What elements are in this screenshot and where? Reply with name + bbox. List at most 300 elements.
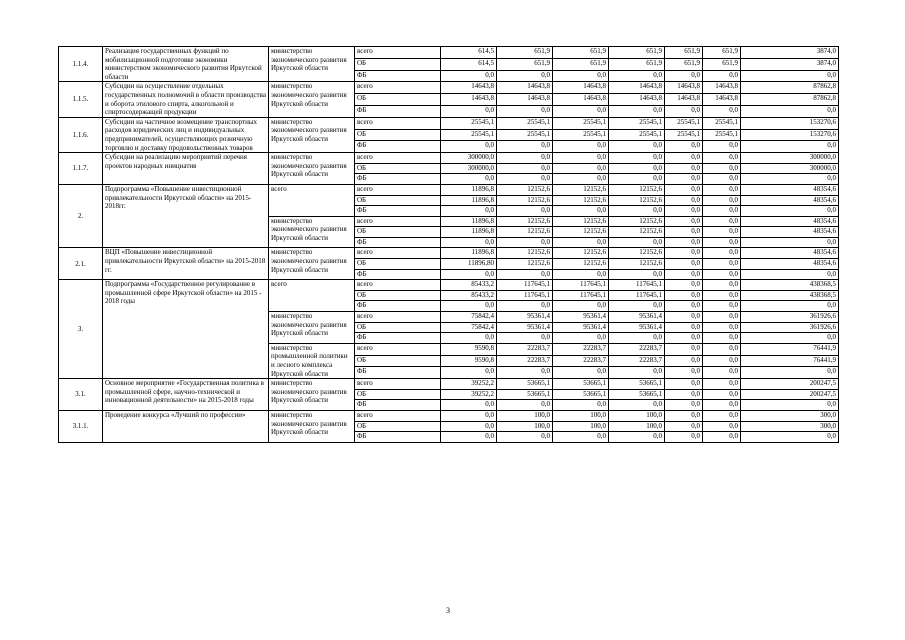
amount-cell: 14643,8 (497, 94, 553, 106)
amount-cell: 0,0 (609, 206, 665, 217)
amount-cell: 22283,7 (553, 355, 609, 367)
amount-cell: 14643,8 (703, 94, 741, 106)
total-cell: 48354,6 (741, 227, 839, 238)
amount-cell: 25545,1 (497, 129, 553, 141)
row-code: 2. (59, 184, 103, 248)
amount-cell: 0,0 (609, 163, 665, 174)
amount-cell: 53665,1 (609, 379, 665, 390)
amount-cell: 0,0 (609, 153, 665, 164)
funding-source: ОБ (355, 290, 441, 301)
amount-cell: 0,0 (553, 237, 609, 248)
amount-cell: 12152,6 (497, 216, 553, 227)
amount-cell: 0,0 (665, 174, 703, 185)
row-executor: всего (269, 184, 355, 216)
total-cell: 0,0 (741, 237, 839, 248)
amount-cell: 0,0 (497, 269, 553, 280)
row-executor: министерство экономического развития Иркутской области (269, 82, 355, 117)
funding-source: ФБ (355, 301, 441, 312)
table-row (59, 280, 839, 291)
amount-cell: 0,0 (703, 216, 741, 227)
row-executor: министерство экономического развития Иркутской области (269, 216, 355, 248)
table-row (59, 82, 839, 94)
amount-cell: 0,0 (609, 333, 665, 344)
amount-cell: 0,0 (553, 400, 609, 411)
row-name: Основное мероприятие «Государственная политика в промышленной сфере, научно-технической и инновационной деятельности» на 2015-2018 годы (103, 379, 269, 411)
funding-source: всего (355, 153, 441, 164)
amount-cell: 651,9 (553, 58, 609, 70)
amount-cell: 14643,8 (497, 82, 553, 94)
amount-cell: 0,0 (703, 301, 741, 312)
amount-cell: 11896,8 (441, 248, 497, 259)
total-cell: 0,0 (741, 432, 839, 443)
amount-cell: 0,0 (553, 105, 609, 117)
amount-cell: 0,0 (497, 206, 553, 217)
funding-source: ФБ (355, 237, 441, 248)
amount-cell: 300000,0 (441, 163, 497, 174)
total-cell: 0,0 (741, 105, 839, 117)
amount-cell: 0,0 (665, 269, 703, 280)
amount-cell: 11896,8 (441, 227, 497, 238)
amount-cell: 12152,6 (497, 184, 553, 195)
total-cell: 0,0 (741, 301, 839, 312)
amount-cell: 25545,1 (609, 117, 665, 129)
amount-cell: 0,0 (441, 70, 497, 82)
funding-source: всего (355, 343, 441, 355)
amount-cell: 12152,6 (497, 195, 553, 206)
amount-cell: 0,0 (665, 184, 703, 195)
table-row (59, 117, 839, 129)
amount-cell: 0,0 (553, 432, 609, 443)
amount-cell: 100,0 (553, 421, 609, 432)
total-cell: 0,0 (741, 141, 839, 153)
amount-cell: 0,0 (441, 206, 497, 217)
amount-cell: 75842,4 (441, 322, 497, 333)
amount-cell: 0,0 (441, 432, 497, 443)
amount-cell: 0,0 (441, 333, 497, 344)
total-cell: 0,0 (741, 206, 839, 217)
amount-cell: 0,0 (703, 343, 741, 355)
funding-source: ОБ (355, 58, 441, 70)
amount-cell: 0,0 (609, 237, 665, 248)
table-row (59, 47, 839, 59)
amount-cell: 25545,1 (703, 117, 741, 129)
row-executor: министерство экономического развития Иркутской области (269, 153, 355, 185)
amount-cell: 100,0 (609, 421, 665, 432)
row-code: 2.1. (59, 248, 103, 280)
amount-cell: 0,0 (665, 421, 703, 432)
total-cell: 438368,5 (741, 280, 839, 291)
amount-cell: 0,0 (553, 163, 609, 174)
amount-cell: 0,0 (609, 269, 665, 280)
amount-cell: 22283,7 (497, 355, 553, 367)
amount-cell: 0,0 (553, 206, 609, 217)
amount-cell: 0,0 (665, 237, 703, 248)
amount-cell: 614,5 (441, 58, 497, 70)
total-cell: 200247,5 (741, 389, 839, 400)
amount-cell: 0,0 (665, 195, 703, 206)
amount-cell: 14643,8 (553, 94, 609, 106)
table-row (59, 248, 839, 259)
funding-source: ФБ (355, 367, 441, 379)
amount-cell: 95361,4 (497, 312, 553, 323)
amount-cell: 0,0 (553, 174, 609, 185)
row-executor: министерство экономического развития Иркутской области (269, 248, 355, 280)
amount-cell: 14643,8 (441, 94, 497, 106)
amount-cell: 0,0 (703, 237, 741, 248)
amount-cell: 53665,1 (497, 379, 553, 390)
amount-cell: 0,0 (703, 333, 741, 344)
table-row (59, 410, 839, 421)
amount-cell: 0,0 (497, 163, 553, 174)
amount-cell: 0,0 (497, 141, 553, 153)
funding-source: ОБ (355, 355, 441, 367)
total-cell: 48354,6 (741, 184, 839, 195)
row-executor: министерство экономического развития Иркутской области (269, 410, 355, 442)
table-row (59, 153, 839, 164)
amount-cell: 0,0 (703, 163, 741, 174)
amount-cell: 0,0 (703, 410, 741, 421)
amount-cell: 12152,6 (609, 248, 665, 259)
amount-cell: 0,0 (441, 105, 497, 117)
amount-cell: 0,0 (703, 174, 741, 185)
total-cell: 0,0 (741, 174, 839, 185)
amount-cell: 0,0 (665, 280, 703, 291)
amount-cell: 651,9 (497, 58, 553, 70)
total-cell: 48354,6 (741, 248, 839, 259)
amount-cell: 0,0 (703, 355, 741, 367)
amount-cell: 0,0 (665, 290, 703, 301)
total-cell: 87862,8 (741, 82, 839, 94)
amount-cell: 9590,8 (441, 343, 497, 355)
total-cell: 300,0 (741, 410, 839, 421)
amount-cell: 0,0 (553, 367, 609, 379)
amount-cell: 100,0 (497, 421, 553, 432)
row-executor: министерство экономического развития Иркутской области (269, 312, 355, 344)
funding-source: всего (355, 184, 441, 195)
amount-cell: 100,0 (609, 410, 665, 421)
page-number: 3 (446, 606, 450, 615)
amount-cell: 0,0 (665, 153, 703, 164)
amount-cell: 0,0 (665, 216, 703, 227)
amount-cell: 0,0 (665, 322, 703, 333)
amount-cell: 117645,1 (609, 280, 665, 291)
funding-source: ФБ (355, 105, 441, 117)
amount-cell: 651,9 (703, 58, 741, 70)
amount-cell: 11896,8 (441, 184, 497, 195)
row-name: Реализация государственных функций по мобилизационной подготовке экономики министерством экономического развития Иркутской области (103, 47, 269, 82)
total-cell: 0,0 (741, 400, 839, 411)
row-name: Подпрограмма «Повышение инвестиционной привлекательности Иркутской области» на 2015-2018гг. (103, 184, 269, 248)
amount-cell: 117645,1 (553, 280, 609, 291)
funding-source: ФБ (355, 400, 441, 411)
amount-cell: 39252,2 (441, 379, 497, 390)
amount-cell: 0,0 (497, 105, 553, 117)
amount-cell: 11896,8 (441, 195, 497, 206)
row-code: 3. (59, 280, 103, 379)
amount-cell: 0,0 (665, 248, 703, 259)
amount-cell: 12152,6 (609, 184, 665, 195)
amount-cell: 12152,6 (553, 195, 609, 206)
row-code: 3.1. (59, 379, 103, 411)
amount-cell: 0,0 (609, 367, 665, 379)
amount-cell: 12152,6 (609, 216, 665, 227)
amount-cell: 651,9 (553, 47, 609, 59)
amount-cell: 0,0 (703, 227, 741, 238)
amount-cell: 12152,6 (553, 259, 609, 270)
row-code: 1.1.7. (59, 153, 103, 185)
amount-cell: 0,0 (497, 301, 553, 312)
amount-cell: 651,9 (665, 47, 703, 59)
amount-cell: 53665,1 (553, 389, 609, 400)
amount-cell: 0,0 (665, 301, 703, 312)
table-row (59, 184, 839, 195)
amount-cell: 0,0 (665, 389, 703, 400)
total-cell: 76441,9 (741, 355, 839, 367)
amount-cell: 0,0 (665, 410, 703, 421)
total-cell: 153270,6 (741, 129, 839, 141)
amount-cell: 0,0 (665, 70, 703, 82)
amount-cell: 12152,6 (553, 216, 609, 227)
amount-cell: 0,0 (665, 432, 703, 443)
amount-cell: 0,0 (703, 280, 741, 291)
amount-cell: 9590,8 (441, 355, 497, 367)
amount-cell: 95361,4 (609, 312, 665, 323)
amount-cell: 0,0 (497, 237, 553, 248)
amount-cell: 14643,8 (609, 82, 665, 94)
row-executor: министерство промышленной политики и лесного комплекса Иркутской области (269, 343, 355, 378)
amount-cell: 0,0 (665, 343, 703, 355)
amount-cell: 0,0 (609, 105, 665, 117)
amount-cell: 85433,2 (441, 290, 497, 301)
amount-cell: 0,0 (497, 400, 553, 411)
funding-source: ФБ (355, 206, 441, 217)
funding-source: ФБ (355, 432, 441, 443)
row-name: ВЦП «Повышение инвестиционной привлекательности Иркутской области» на 2015-2018 гг. (103, 248, 269, 280)
amount-cell: 12152,6 (553, 248, 609, 259)
amount-cell: 0,0 (703, 389, 741, 400)
amount-cell: 0,0 (497, 333, 553, 344)
total-cell: 48354,6 (741, 216, 839, 227)
amount-cell: 0,0 (703, 400, 741, 411)
row-executor: министерство экономического развития Иркутской области (269, 47, 355, 82)
amount-cell: 0,0 (553, 301, 609, 312)
amount-cell: 0,0 (703, 195, 741, 206)
total-cell: 0,0 (741, 367, 839, 379)
row-executor: всего (269, 280, 355, 312)
amount-cell: 0,0 (665, 379, 703, 390)
amount-cell: 0,0 (441, 174, 497, 185)
amount-cell: 22283,7 (609, 343, 665, 355)
amount-cell: 14643,8 (441, 82, 497, 94)
amount-cell: 0,0 (665, 333, 703, 344)
amount-cell: 614,5 (441, 47, 497, 59)
amount-cell: 0,0 (441, 237, 497, 248)
amount-cell: 22283,7 (553, 343, 609, 355)
amount-cell: 0,0 (497, 70, 553, 82)
amount-cell: 651,9 (703, 47, 741, 59)
amount-cell: 0,0 (665, 141, 703, 153)
amount-cell: 117645,1 (553, 290, 609, 301)
funding-source: всего (355, 379, 441, 390)
amount-cell: 0,0 (665, 163, 703, 174)
amount-cell: 95361,4 (553, 322, 609, 333)
amount-cell: 25545,1 (553, 117, 609, 129)
funding-source: всего (355, 312, 441, 323)
funding-source: всего (355, 248, 441, 259)
amount-cell: 0,0 (441, 410, 497, 421)
amount-cell: 12152,6 (497, 248, 553, 259)
amount-cell: 0,0 (665, 227, 703, 238)
amount-cell: 12152,6 (609, 259, 665, 270)
row-code: 3.1.1. (59, 410, 103, 442)
total-cell: 300000,0 (741, 153, 839, 164)
total-cell: 361926,6 (741, 312, 839, 323)
funding-source: ФБ (355, 70, 441, 82)
amount-cell: 0,0 (703, 269, 741, 280)
amount-cell: 25545,1 (609, 129, 665, 141)
funding-source: ОБ (355, 259, 441, 270)
amount-cell: 0,0 (609, 301, 665, 312)
row-code: 1.1.6. (59, 117, 103, 152)
amount-cell: 12152,6 (609, 195, 665, 206)
funding-source: всего (355, 47, 441, 59)
total-cell: 300000,0 (741, 163, 839, 174)
amount-cell: 100,0 (553, 410, 609, 421)
total-cell: 3874,0 (741, 47, 839, 59)
amount-cell: 14643,8 (703, 82, 741, 94)
amount-cell: 53665,1 (553, 379, 609, 390)
amount-cell: 14643,8 (609, 94, 665, 106)
amount-cell: 0,0 (497, 432, 553, 443)
amount-cell: 0,0 (441, 367, 497, 379)
funding-source: всего (355, 410, 441, 421)
funding-source: ОБ (355, 195, 441, 206)
amount-cell: 11896,8 (441, 216, 497, 227)
amount-cell: 0,0 (665, 105, 703, 117)
amount-cell: 0,0 (553, 333, 609, 344)
amount-cell: 0,0 (665, 367, 703, 379)
amount-cell: 100,0 (497, 410, 553, 421)
amount-cell: 0,0 (441, 400, 497, 411)
row-code: 1.1.4. (59, 47, 103, 82)
amount-cell: 651,9 (609, 58, 665, 70)
budget-table-body (59, 47, 839, 443)
amount-cell: 0,0 (609, 141, 665, 153)
total-cell: 3874,0 (741, 58, 839, 70)
total-cell: 0,0 (741, 269, 839, 280)
amount-cell: 12152,6 (497, 227, 553, 238)
amount-cell: 0,0 (703, 206, 741, 217)
amount-cell: 0,0 (703, 259, 741, 270)
amount-cell: 0,0 (703, 312, 741, 323)
amount-cell: 117645,1 (497, 290, 553, 301)
funding-source: ОБ (355, 421, 441, 432)
amount-cell: 0,0 (497, 367, 553, 379)
funding-source: ОБ (355, 322, 441, 333)
amount-cell: 300000,0 (441, 153, 497, 164)
row-name: Субсидии на осуществление отдельных государственных полномочий в области производства и оборота этилового спирта, алкогольной и спиртосодержащей продукции (103, 82, 269, 117)
amount-cell: 0,0 (703, 290, 741, 301)
row-name: Субсидии на реализацию мероприятий перечня проектов народных инициатив (103, 153, 269, 185)
amount-cell: 0,0 (609, 432, 665, 443)
funding-source: всего (355, 117, 441, 129)
amount-cell: 25545,1 (441, 129, 497, 141)
amount-cell: 25545,1 (665, 129, 703, 141)
amount-cell: 0,0 (609, 174, 665, 185)
amount-cell: 0,0 (441, 269, 497, 280)
amount-cell: 0,0 (497, 174, 553, 185)
amount-cell: 0,0 (703, 367, 741, 379)
row-executor: министерство экономического развития Иркутской области (269, 117, 355, 152)
amount-cell: 95361,4 (609, 322, 665, 333)
funding-source: ОБ (355, 129, 441, 141)
row-name: Подпрограмма «Государственное регулирование в промышленной сфере Иркутской области» на 2015 - 2018 годы (103, 280, 269, 379)
amount-cell: 14643,8 (553, 82, 609, 94)
amount-cell: 0,0 (703, 322, 741, 333)
total-cell: 300,0 (741, 421, 839, 432)
amount-cell: 22283,7 (609, 355, 665, 367)
amount-cell: 11896,80 (441, 259, 497, 270)
amount-cell: 12152,6 (609, 227, 665, 238)
budget-table (58, 46, 839, 443)
funding-source: ОБ (355, 163, 441, 174)
amount-cell: 0,0 (609, 400, 665, 411)
amount-cell: 12152,6 (553, 184, 609, 195)
amount-cell: 0,0 (665, 259, 703, 270)
amount-cell: 39252,2 (441, 389, 497, 400)
funding-source: ФБ (355, 141, 441, 153)
amount-cell: 651,9 (497, 47, 553, 59)
total-cell: 87862,8 (741, 94, 839, 106)
total-cell: 200247,5 (741, 379, 839, 390)
amount-cell: 25545,1 (665, 117, 703, 129)
funding-source: ФБ (355, 174, 441, 185)
amount-cell: 0,0 (553, 141, 609, 153)
total-cell: 48354,6 (741, 195, 839, 206)
amount-cell: 95361,4 (553, 312, 609, 323)
row-name: Проведение конкурса «Лучший по профессии» (103, 410, 269, 442)
amount-cell: 0,0 (703, 153, 741, 164)
funding-source: ОБ (355, 227, 441, 238)
amount-cell: 117645,1 (609, 290, 665, 301)
amount-cell: 0,0 (497, 153, 553, 164)
total-cell: 0,0 (741, 70, 839, 82)
total-cell: 361926,6 (741, 322, 839, 333)
amount-cell: 12152,6 (553, 227, 609, 238)
total-cell: 438368,5 (741, 290, 839, 301)
amount-cell: 0,0 (665, 355, 703, 367)
amount-cell: 0,0 (703, 421, 741, 432)
funding-source: всего (355, 216, 441, 227)
amount-cell: 53665,1 (497, 389, 553, 400)
amount-cell: 0,0 (703, 248, 741, 259)
amount-cell: 12152,6 (497, 259, 553, 270)
funding-source: ОБ (355, 389, 441, 400)
row-executor: министерство экономического развития Иркутской области (269, 379, 355, 411)
amount-cell: 117645,1 (497, 280, 553, 291)
amount-cell: 0,0 (703, 432, 741, 443)
funding-source: всего (355, 280, 441, 291)
amount-cell: 0,0 (665, 312, 703, 323)
table-row (59, 379, 839, 390)
amount-cell: 0,0 (609, 70, 665, 82)
funding-source: ФБ (355, 333, 441, 344)
amount-cell: 0,0 (553, 70, 609, 82)
amount-cell: 0,0 (441, 141, 497, 153)
amount-cell: 0,0 (665, 400, 703, 411)
amount-cell: 14643,8 (665, 94, 703, 106)
amount-cell: 53665,1 (609, 389, 665, 400)
